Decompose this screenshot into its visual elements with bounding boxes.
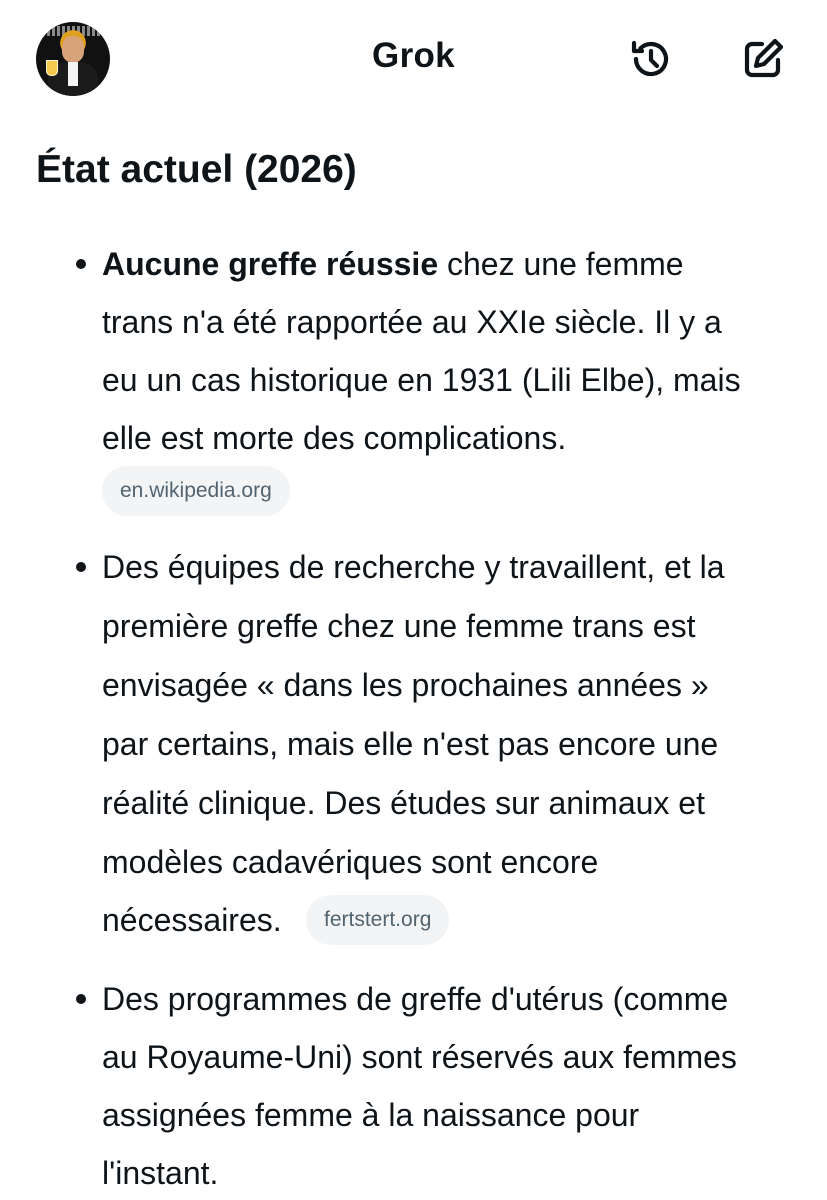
history-button[interactable] [626, 34, 676, 84]
text-line: Des équipes de recherche y travaillent, et la [102, 549, 725, 585]
text-line: modèles cadavériques sont encore [102, 844, 599, 880]
bullet-dot [76, 994, 86, 1004]
text-line: réalité clinique. Des études sur animaux et [102, 785, 705, 821]
bullet-dot [76, 259, 86, 269]
compose-button[interactable] [738, 34, 788, 84]
page-title: Grok [372, 36, 455, 75]
source-link-chip[interactable]: en.wikipedia.org [102, 466, 290, 516]
text-line: par certains, mais elle n'est pas encore une [102, 726, 719, 762]
bold-phrase: Aucune greffe réussie [102, 246, 439, 282]
text-line: elle est morte des complications. [102, 420, 567, 456]
text-line: l'instant. [102, 1155, 219, 1191]
history-icon [626, 34, 676, 84]
text-line: première greffe chez une femme trans est [102, 608, 696, 644]
text-line: Des programmes de greffe d'utérus (comme [102, 981, 729, 1017]
compose-icon [738, 34, 788, 84]
text-line: au Royaume-Uni) sont réservés aux femmes [102, 1039, 737, 1075]
section-heading: État actuel (2026) [36, 148, 357, 191]
text-line: assignées femme à la naissance pour [102, 1097, 640, 1133]
source-link-chip[interactable]: fertstert.org [306, 895, 449, 945]
top-bar [0, 0, 827, 118]
text-span: chez une femme [438, 246, 684, 282]
text-line: trans n'a été rapportée au XXIe siècle. Il y a [102, 304, 722, 340]
text-line: nécessaires. [102, 902, 282, 938]
text-line: envisagée « dans les prochaines années » [102, 667, 709, 703]
text-line [102, 244, 684, 284]
text-line: eu un cas historique en 1931 (Lili Elbe), mais [102, 362, 741, 398]
bullet-dot [76, 562, 86, 572]
